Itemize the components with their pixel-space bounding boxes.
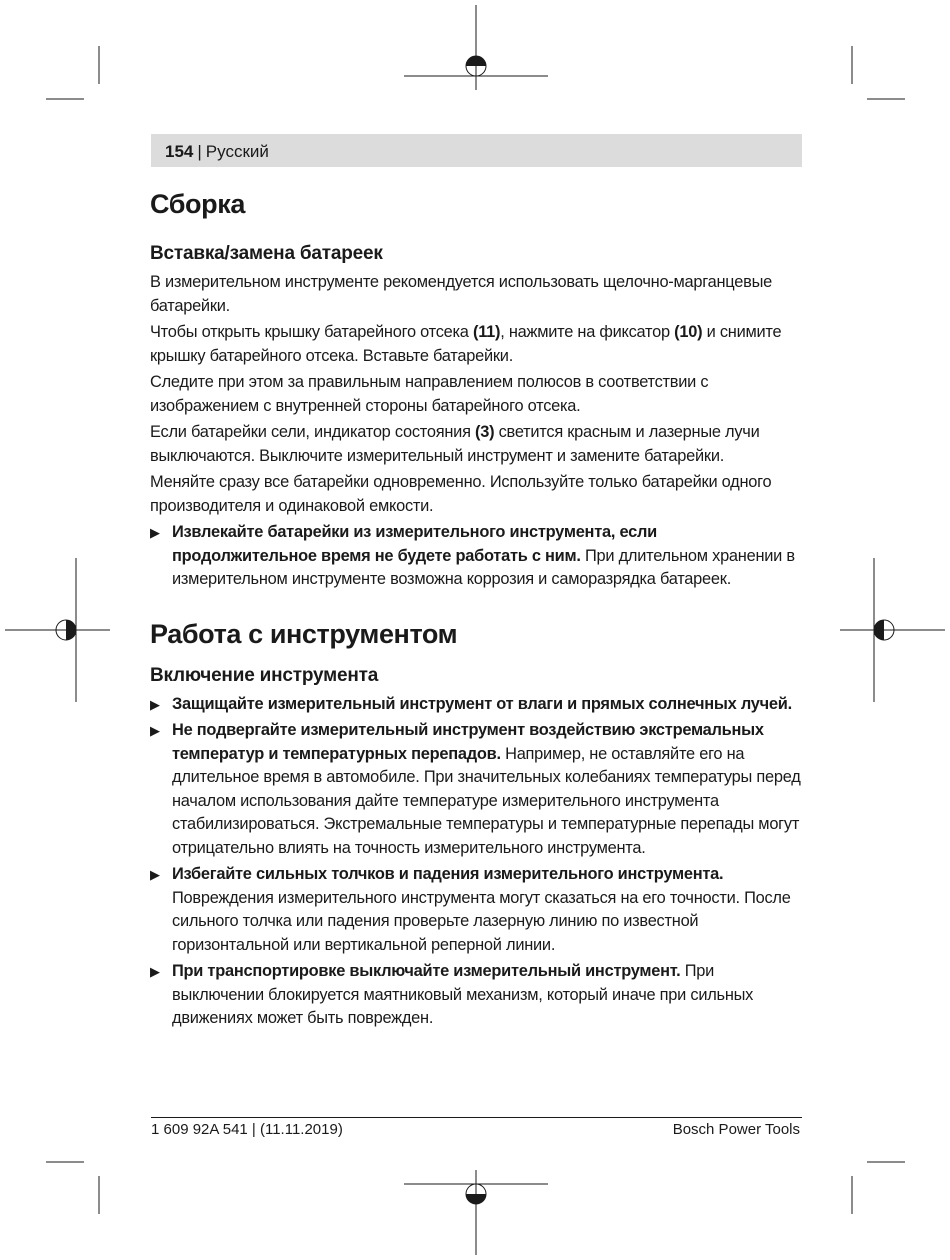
arrow-icon: ▶ xyxy=(150,723,160,738)
footer-brand: Bosch Power Tools xyxy=(672,1121,800,1138)
warning-item: ▶ Извлекайте батарейки из измерительного инструмента, если продолжительное время не будете работать с ним. При длительном хранении в измерительном инструменте возможна коррозия и саморазрядка батареек. xyxy=(150,523,795,588)
warning-item: ▶ Не подвергайте измерительный инструмент воздействию экстремальных температур и температурных перепадов. Например, не оставляйте его на длительное время в автомобиле. При значительных колебаниях температуры перед началом использования дайте температуре измерительного инструмента стабилизироваться. Экстремальные температуры и температурные перепады могут отрицательно влиять на точность измерительного инструмента. xyxy=(150,721,801,857)
page-number: 154 xyxy=(165,142,194,161)
paragraph: В измерительном инструменте рекомендуется использовать щелочно-марганцевые батарейки. xyxy=(150,273,772,315)
arrow-icon: ▶ xyxy=(150,696,160,712)
section-title-operation: Работа с инструментом xyxy=(150,618,458,649)
arrow-icon: ▶ xyxy=(150,525,160,540)
page-content xyxy=(150,180,802,1034)
arrow-icon: ▶ xyxy=(150,867,160,882)
subsection-title-switching-on: Включение инструмента xyxy=(150,664,379,686)
page-header xyxy=(151,134,802,167)
warning-item: ▶ Защищайте измерительный инструмент от влаги и прямых солнечных лучей. xyxy=(150,693,802,717)
paragraph: Следите при этом за правильным направлением полюсов в соответствии с изображением с внутренней стороны батарейного отсека. xyxy=(150,373,709,415)
header-language: Русский xyxy=(205,142,269,161)
header-separator: | xyxy=(197,142,202,161)
subsection-title-batteries: Вставка/замена батареек xyxy=(150,243,383,264)
paragraph: Чтобы открыть крышку батарейного отсека (11), нажмите на фиксатор (10) и снимите крышку батарейного отсека. Вставьте батарейки. xyxy=(150,323,782,365)
warning-item: ▶ Избегайте сильных толчков и падения измерительного инструмента. Повреждения измерительного инструмента могут сказаться на его точности. После сильного толчка или падения проверьте лазерную линию по известной горизонтальной или вертикальной реперной линии. xyxy=(150,865,791,954)
paragraph: Меняйте сразу все батарейки одновременно. Используйте только батарейки одного производителя и одинаковой емкости. xyxy=(150,473,772,515)
paragraph: Если батарейки сели, индикатор состояния (3) светится красным и лазерные лучи выключаются. Выключите измерительный инструмент и замените батарейки. xyxy=(150,423,760,465)
footer-document-id: 1 609 92A 541 | (11.11.2019) xyxy=(151,1121,343,1138)
page-footer xyxy=(151,1117,802,1141)
warning-item: ▶ При транспортировке выключайте измерительный инструмент. При выключении блокируется маятниковый механизм, который иначе при сильных движениях может быть поврежден. xyxy=(150,962,754,1027)
section-title-assembly: Сборка xyxy=(150,189,245,219)
arrow-icon: ▶ xyxy=(150,964,160,979)
